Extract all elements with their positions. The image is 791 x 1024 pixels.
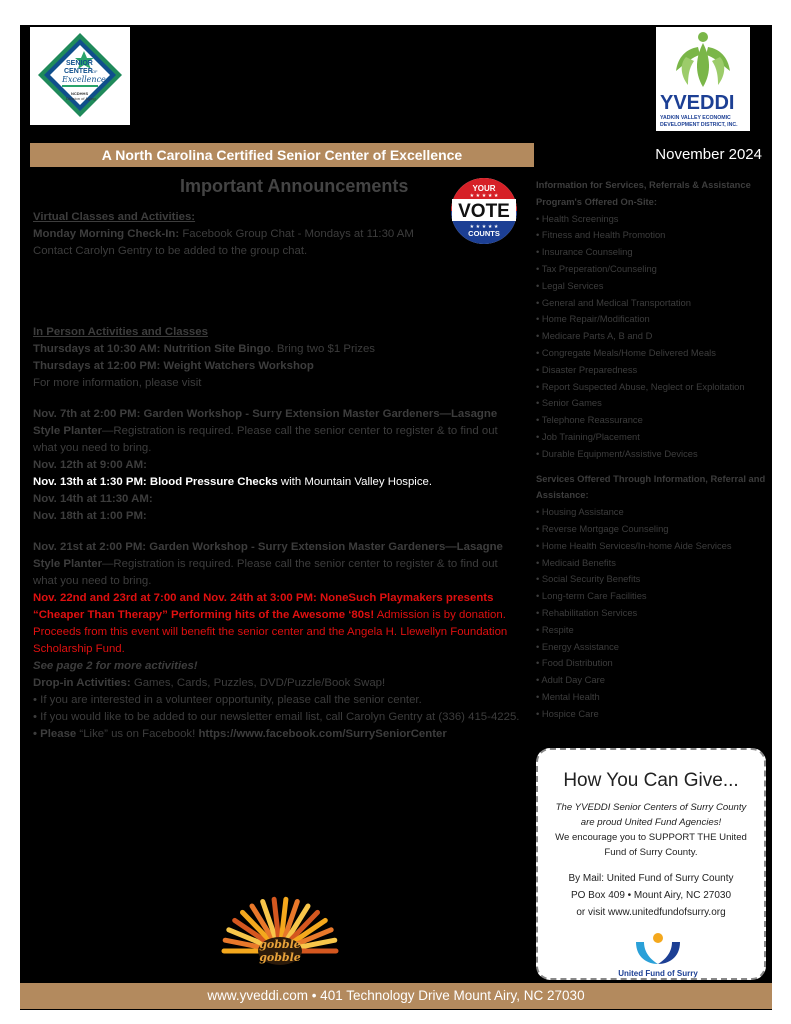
event-nov-22-title: Nov. 22nd and 23rd at 7:00 and Nov. 24th at 3:00 PM: NoneSuch Playmakers presents “Cheaper Than Therapy” Performing hits of the Awesome ‘80s!	[33, 592, 494, 621]
footer-address: www.yveddi.com • 401 Technology Drive Mount Airy, NC 27030	[20, 983, 772, 1009]
services-heading: Information for Services, Referrals & Assistance	[536, 179, 751, 190]
give-mail	[538, 870, 764, 921]
service-item: • General and Medical Transportation	[536, 296, 691, 308]
service-item: • Adult Day Care	[536, 674, 605, 686]
newsletter-note: • If you would like to be added to our newsletter email list, call Carolyn Gentry at (336) 415-4225.	[33, 711, 520, 723]
give-website[interactable]: or visit www.unitedfundofsurry.org	[576, 907, 726, 918]
event-nov-13-title: Nov. 13th at 1:30 PM: Blood Pressure Checks	[33, 476, 278, 488]
give-title: How You Can Give...	[563, 770, 739, 791]
issue-month: November 2024	[534, 143, 772, 167]
event-nov-22-detail: Admission is by donation. Proceeds from this event will benefit the senior center and the Angela H. Llewellyn Foundation Scholarship Fund.	[33, 609, 508, 655]
service-item: • Food Distribution	[536, 657, 613, 669]
service-item: • Legal Services	[536, 279, 604, 291]
bingo-detail: . Bring two $1 Prizes	[270, 343, 376, 355]
volunteer-note: • If you are interested in a volunteer opportunity, please call the senior center.	[33, 694, 422, 706]
service-item: • Mental Health	[536, 690, 600, 702]
service-item: • Medicare Parts A, B and D	[536, 330, 653, 342]
give-encourage-text: We encourage you to SUPPORT THE United Fund of Surry County.	[555, 832, 747, 858]
senior-center-badge-icon	[30, 27, 130, 125]
give-agencies-text: The YVEDDI Senior Centers of Surry County are proud United Fund Agencies!	[555, 802, 747, 828]
inperson-weight-watchers: Thursdays at 12:00 PM: Weight Watchers Workshop	[33, 360, 314, 372]
turkey-feathers-icon	[220, 893, 340, 973]
event-nov-13-detail: with Mountain Valley Hospice.	[277, 476, 433, 488]
service-item: • Housing Assistance	[536, 506, 624, 518]
svg-text:Division of Aging: Division of Aging	[66, 96, 96, 101]
inperson-bingo	[33, 341, 523, 358]
svg-text:SENIOR: SENIOR	[66, 60, 93, 67]
svg-text:★ ★ ★ ★ ★: ★ ★ ★ ★ ★	[469, 193, 499, 199]
service-item: • Durable Equipment/Assistive Devices	[536, 447, 698, 459]
gobble-gobble-turkey	[220, 893, 340, 973]
service-item: • Hospice Care	[536, 707, 599, 719]
facebook-please: • Please	[33, 728, 77, 740]
virtual-checkin-detail: Facebook Group Chat - Mondays at 11:30 AM	[179, 228, 414, 240]
svg-text:Excellence: Excellence	[62, 75, 106, 84]
event-nov-21-title: Nov. 21st at 2:00 PM: Garden Workshop - Surry Extension Master Gardeners—Lasagne Style Planter	[33, 541, 503, 570]
svg-text:★ ★ ★ ★ ★: ★ ★ ★ ★ ★	[469, 224, 499, 230]
inperson-heading: In Person Activities and Classes	[33, 326, 208, 338]
facebook-like: “Like” us on Facebook!	[76, 728, 199, 740]
event-nov-13	[33, 474, 523, 491]
service-item: • Insurance Counseling	[536, 246, 633, 258]
give-body	[538, 800, 764, 860]
gobble-line-2: gobble	[259, 951, 301, 964]
service-item: • Tax Preperation/Counseling	[536, 262, 657, 274]
service-item: • Report Suspected Abuse, Neglect or Exploitation	[536, 380, 745, 392]
yveddi-wordmark: YVEDDI	[660, 92, 735, 114]
svg-text:VOTE: VOTE	[458, 201, 510, 222]
bingo-label: Thursdays at 10:30 AM: Nutrition Site Bingo	[33, 343, 271, 355]
referral-services-list	[536, 504, 772, 722]
service-item: • Health Screenings	[536, 212, 619, 224]
see-page-2: See page 2 for more activities!	[33, 660, 198, 672]
dropin-detail: Games, Cards, Puzzles, DVD/Puzzle/Book Swap!	[130, 677, 386, 689]
event-nov-14: Nov. 14th at 11:30 AM:	[33, 493, 153, 505]
svg-text:DEVELOPMENT DISTRICT, INC.: DEVELOPMENT DISTRICT, INC.	[660, 122, 738, 128]
announcements-body	[33, 209, 523, 743]
event-nov-7-title: Nov. 7th at 2:00 PM: Garden Workshop - Surry Extension Master Gardeners—Lasagne Style Planter	[33, 408, 498, 437]
service-item: • Long-term Care Facilities	[536, 590, 647, 602]
gobble-line-1: gobble	[259, 938, 301, 951]
give-mail-line-2: PO Box 409 • Mount Airy, NC 27030	[570, 890, 732, 901]
svg-text:YOUR: YOUR	[472, 184, 496, 193]
event-nov-21-detail: —Registration is required. Please call the senior center to register & to find out what you need to bring.	[33, 558, 498, 587]
event-nov-18: Nov. 18th at 1:00 PM:	[33, 510, 147, 522]
service-item: • Reverse Mortgage Counseling	[536, 522, 669, 534]
yveddi-logo	[656, 27, 750, 131]
dropin-label: Drop-in Activities:	[33, 677, 131, 689]
service-item: • Home Repair/Modification	[536, 313, 650, 325]
svg-text:NCDHHS: NCDHHS	[71, 91, 89, 96]
service-item: • Medicaid Benefits	[536, 556, 616, 568]
svg-text:COUNTS: COUNTS	[468, 229, 500, 238]
senior-center-logo	[30, 27, 130, 125]
onsite-heading: Program's Offered On-Site:	[536, 195, 658, 207]
service-item: • Rehabilitation Services	[536, 606, 638, 618]
event-nov-22	[33, 590, 523, 658]
service-item: • Fitness and Health Promotion	[536, 229, 666, 241]
svg-text:YADKIN VALLEY ECONOMIC: YADKIN VALLEY ECONOMIC	[660, 115, 731, 121]
virtual-contact: Contact Carolyn Gentry to be added to the group chat.	[33, 245, 308, 257]
yveddi-figures-icon	[656, 27, 750, 131]
united-fund-logo-text: United Fund of Surry	[618, 969, 698, 978]
virtual-checkin-label: Monday Morning Check-In:	[33, 228, 180, 240]
united-fund-logo	[618, 930, 698, 978]
event-nov-7	[33, 406, 523, 457]
service-item: • Job Training/Placement	[536, 430, 640, 442]
service-item: • Senior Games	[536, 397, 602, 409]
service-item: • Energy Assistance	[536, 640, 620, 652]
virtual-heading: Virtual Classes and Activities:	[33, 211, 196, 223]
event-nov-7-detail: —Registration is required. Please call the senior center to register & to find out what you need to bring.	[33, 425, 498, 454]
announcements-title: Important Announcements	[180, 176, 409, 196]
service-item: • Congregate Meals/Home Delivered Meals	[536, 346, 716, 358]
svg-text:CENTER: CENTER	[64, 68, 93, 75]
certification-banner: A North Carolina Certified Senior Center of Excellence	[30, 143, 534, 167]
svg-text:OF: OF	[92, 69, 98, 74]
referral-heading: Services Offered Through Information, Referral and Assistance:	[536, 472, 766, 501]
event-nov-21	[33, 539, 523, 590]
facebook-link[interactable]: https://www.facebook.com/SurrySeniorCenter	[198, 728, 447, 740]
service-item: • Home Health Services/In-home Aide Services	[536, 539, 732, 551]
give-mail-line-1: By Mail: United Fund of Surry County	[568, 873, 734, 884]
service-item: • Disaster Preparedness	[536, 363, 638, 375]
facebook-note	[33, 726, 523, 743]
service-item: • Telephone Reassurance	[536, 414, 643, 426]
how-you-can-give-box	[536, 748, 766, 980]
inperson-more-info: For more information, please visit	[33, 377, 202, 389]
service-item: • Respite	[536, 623, 574, 635]
virtual-checkin	[33, 226, 523, 243]
united-fund-hands-icon	[618, 930, 698, 978]
service-item: • Social Security Benefits	[536, 573, 641, 585]
newsletter-page	[20, 25, 772, 1010]
event-nov-12: Nov. 12th at 9:00 AM:	[33, 459, 147, 471]
services-column	[536, 177, 772, 723]
dropin-activities	[33, 675, 523, 692]
onsite-services-list	[536, 211, 772, 463]
